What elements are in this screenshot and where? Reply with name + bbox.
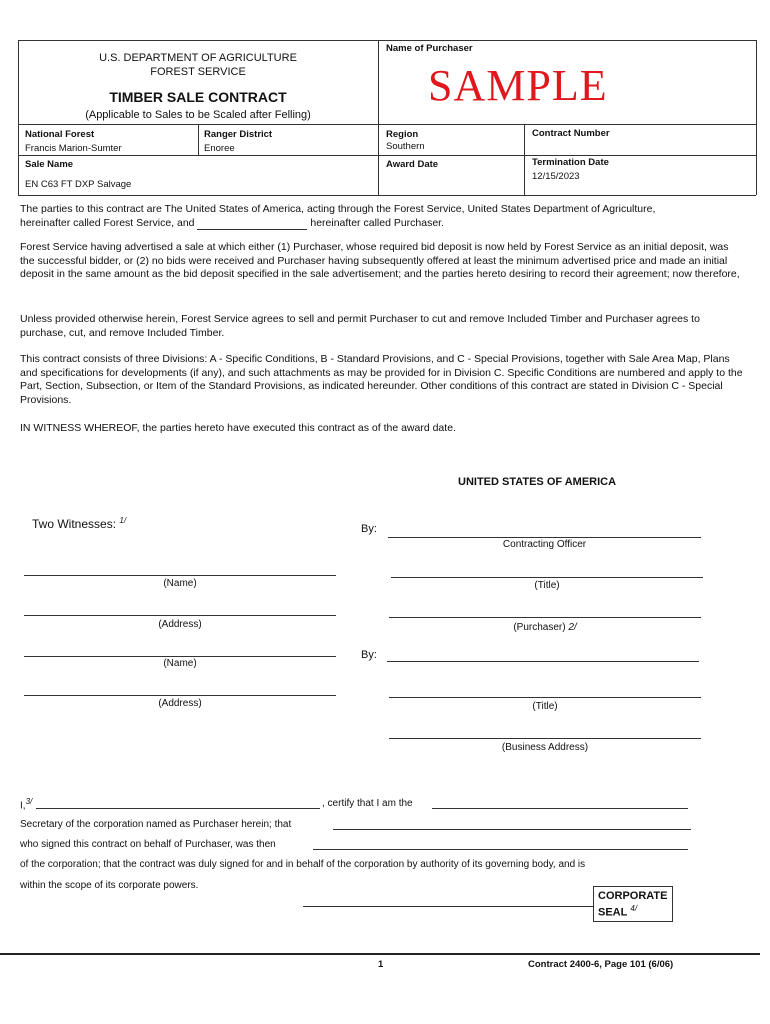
seal-text: SEAL bbox=[598, 906, 628, 919]
agency-line2: FOREST SERVICE bbox=[150, 66, 246, 78]
business-address-line[interactable] bbox=[389, 738, 701, 739]
witness1-name-label: (Name) bbox=[163, 578, 197, 589]
paragraph-witness: IN WITNESS WHEREOF, the parties hereto have executed this contract as of the award date. bbox=[20, 422, 456, 434]
agency-line1: U.S. DEPARTMENT OF AGRICULTURE bbox=[99, 52, 297, 64]
business-address-label: (Business Address) bbox=[501, 742, 589, 753]
cert-line5: within the scope of its corporate powers. bbox=[20, 880, 199, 891]
paragraph-divisions: This contract consists of three Divisions: A - Specific Conditions, B - Standard Provisions, and C - Special Provisions, together with Sale Area Map, Plans and specifications for developments (if any), and such attachments as may be provided for in Division C. Specific Conditions are numbered and apply to the Part, Section, Subsection, or Item of the Standard Provisions, as indicated hereunder. Other conditions of this contract are stated in Division C - Special Provisions. bbox=[20, 353, 743, 406]
termination-date-label: Termination Date bbox=[532, 157, 609, 168]
two-witnesses-label bbox=[32, 516, 126, 531]
sample-stamp: SAMPLE bbox=[428, 61, 608, 110]
parties-line2-text: hereinafter called Forest Service, and bbox=[20, 216, 195, 229]
parties-line1: The parties to this contract are The United States of America, acting through the Forest Service, United States Department of Agriculture, bbox=[20, 203, 656, 215]
purchaser-signature-line[interactable] bbox=[387, 661, 699, 662]
header-bottom-border bbox=[18, 195, 756, 196]
ranger-divider bbox=[198, 124, 199, 155]
cert-line2: Secretary of the corporation named as Purchaser herein; that bbox=[20, 819, 292, 830]
witness2-name-line[interactable] bbox=[24, 656, 336, 657]
header-top-border bbox=[18, 40, 756, 41]
footnote-4: 4/ bbox=[630, 904, 638, 913]
purchaser-line[interactable] bbox=[389, 617, 701, 618]
region-value: Southern bbox=[386, 141, 425, 152]
seal-line2 bbox=[598, 904, 637, 919]
cert-secretary-blank[interactable] bbox=[432, 808, 688, 809]
form-number: Contract 2400-6, Page 101 (6/06) bbox=[528, 959, 674, 970]
purchaser-label: Name of Purchaser bbox=[386, 43, 473, 54]
cert-certify: , certify that I am the bbox=[322, 798, 413, 809]
paragraph-agreement: Unless provided otherwise herein, Forest Service agrees to sell and permit Purchaser to cut and remove Included Timber and Purchaser agrees to purchase, cut, and remove Included Timber. bbox=[20, 313, 700, 339]
header-divider bbox=[378, 40, 379, 195]
ranger-district-value: Enoree bbox=[204, 143, 235, 154]
form-subtitle: (Applicable to Sales to be Scaled after Felling) bbox=[85, 109, 311, 121]
cert-line3: who signed this contract on behalf of Purchaser, was then bbox=[20, 839, 276, 850]
witness2-address-line[interactable] bbox=[24, 695, 336, 696]
contracting-officer-label: Contracting Officer bbox=[502, 539, 587, 550]
award-date-label: Award Date bbox=[386, 159, 439, 170]
header-row-line bbox=[18, 124, 756, 125]
contract-number-label: Contract Number bbox=[532, 128, 610, 139]
parties-line2 bbox=[20, 217, 745, 231]
region-label: Region bbox=[386, 129, 419, 140]
purchaser-title-line[interactable] bbox=[389, 697, 701, 698]
contract-divider bbox=[524, 124, 525, 195]
cert-signer-blank[interactable] bbox=[333, 829, 691, 830]
sale-name-value: EN C63 FT DXP Salvage bbox=[25, 179, 132, 190]
purchaser-blank[interactable] bbox=[197, 218, 307, 230]
paragraph-parties bbox=[20, 203, 745, 230]
header-right-border bbox=[756, 40, 757, 195]
witness1-address-label: (Address) bbox=[158, 619, 202, 630]
ranger-district-label: Ranger District bbox=[204, 129, 273, 140]
paragraph-advertised: Forest Service having advertised a sale at which either (1) Purchaser, whose required bid deposit is now held by Forest Service as an initial deposit, was the successful bidder, or (2) no bids were received and Purchaser having subsequently offered at least the minimum advertised price and made an initial deposit in the same amount as the bid deposit specified in the sale advertisement; and the parties hereto desiring to record their agreement; now therefore, bbox=[20, 241, 740, 280]
footnote-1: 1/ bbox=[119, 516, 127, 525]
witness1-name-line[interactable] bbox=[24, 575, 336, 576]
seal-line1: CORPORATE bbox=[598, 890, 668, 902]
cert-i-text: I, bbox=[20, 800, 26, 812]
contracting-officer-signature-line[interactable] bbox=[388, 537, 701, 538]
sale-name-label: Sale Name bbox=[25, 159, 74, 170]
purchaser-label-below bbox=[389, 622, 701, 633]
witness1-address-line[interactable] bbox=[24, 615, 336, 616]
cert-i bbox=[20, 797, 32, 811]
witness2-address-label: (Address) bbox=[158, 698, 202, 709]
header-row-line-2 bbox=[18, 155, 756, 156]
cert-office-blank[interactable] bbox=[313, 849, 688, 850]
two-witnesses-text: Two Witnesses: bbox=[32, 517, 117, 531]
co-title-label: (Title) bbox=[534, 580, 560, 591]
by-label-1: By: bbox=[361, 523, 377, 535]
purchaser-title-label: (Title) bbox=[532, 701, 558, 712]
national-forest-value: Francis Marion-Sumter bbox=[25, 143, 122, 154]
corporate-seal-box bbox=[593, 886, 673, 922]
cert-line4: of the corporation; that the contract was duly signed for and in behalf of the corporation by authority of its governing body, and is bbox=[20, 859, 586, 870]
parties-line2-end: hereinafter called Purchaser. bbox=[310, 216, 445, 229]
footnote-3: 3/ bbox=[25, 797, 33, 806]
witness2-name-label: (Name) bbox=[163, 658, 197, 669]
footer-rule bbox=[0, 953, 760, 955]
cert-name-blank[interactable] bbox=[36, 808, 320, 809]
form-title: TIMBER SALE CONTRACT bbox=[109, 89, 287, 105]
footnote-2: 2/ bbox=[568, 622, 577, 633]
secretary-signature-line[interactable] bbox=[303, 906, 593, 907]
usa-heading: UNITED STATES OF AMERICA bbox=[458, 476, 617, 488]
page-number: 1 bbox=[378, 959, 384, 970]
purchaser-text: (Purchaser) bbox=[513, 622, 566, 633]
co-title-line[interactable] bbox=[391, 577, 703, 578]
national-forest-label: National Forest bbox=[25, 129, 95, 140]
termination-date-value: 12/15/2023 bbox=[532, 171, 580, 182]
by-label-2: By: bbox=[361, 649, 377, 661]
